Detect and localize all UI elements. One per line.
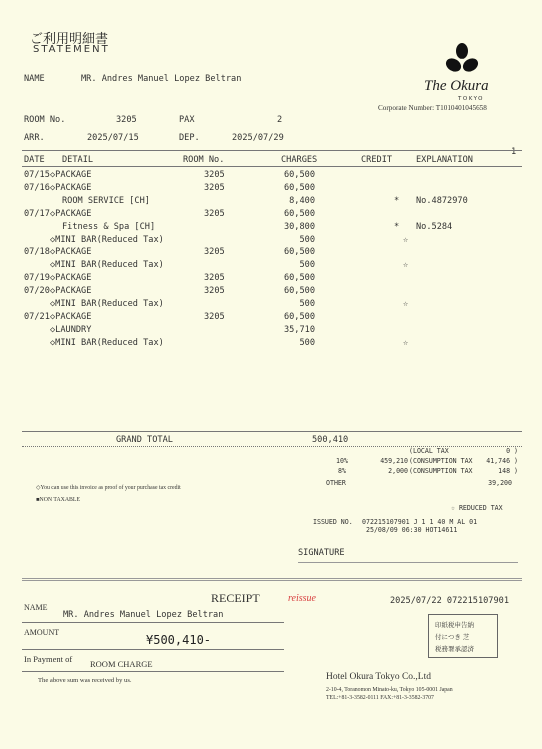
row-detail: ROOM SERVICE [CH]	[62, 195, 150, 206]
table-row	[0, 286, 542, 298]
arrival-label: ARR.	[24, 133, 45, 143]
row-charges: 60,500	[283, 170, 315, 180]
row-date: 07/16	[24, 182, 50, 193]
local-tax-value: 0 )	[506, 447, 518, 455]
row-date: 07/20	[24, 286, 50, 297]
table-row	[0, 260, 542, 272]
departure-date: 2025/07/29	[232, 133, 284, 143]
revenue-stamp-box	[428, 614, 498, 658]
row-detail: ◇PACKAGE	[50, 286, 92, 297]
table-row	[0, 183, 542, 195]
title-en: STATEMENT	[33, 44, 110, 55]
col-credit: CREDIT	[361, 155, 393, 165]
reissue-handwritten: reissue	[288, 593, 316, 604]
row-charges: 60,500	[283, 311, 315, 322]
col-date: DATE	[24, 155, 45, 165]
row-charges: 60,500	[283, 273, 315, 284]
room-label: ROOM No.	[24, 115, 66, 125]
row-room: 3205	[204, 208, 225, 219]
issued-line-2: 25/08/09 06:30 HOT14611	[366, 526, 458, 534]
row-room: 3205	[204, 286, 225, 297]
table-row	[0, 196, 542, 208]
payment-for: ROOM CHARGE	[90, 659, 153, 669]
tax10-value: 41,746 )	[486, 457, 518, 465]
tax8-label: (CONSUMPTION TAX	[409, 467, 473, 475]
corporate-number: Corporate Number: T1010401045658	[378, 104, 487, 112]
row-charges: 500	[299, 234, 315, 245]
stamp-line-1: 印紙税申告納	[435, 621, 474, 629]
room-value: 3205	[116, 115, 137, 125]
hotel-logo-city: TOKYO	[458, 96, 484, 102]
row-detail: Fitness & Spa [CH]	[62, 221, 156, 232]
row-detail: ◇MINI BAR(Reduced Tax)	[50, 260, 164, 271]
row-charges: 35,710	[283, 324, 315, 335]
tax10-rate: 10%	[336, 457, 348, 465]
row-detail: ◇LAUNDRY	[50, 324, 92, 335]
tax8-rate: 8%	[338, 467, 346, 475]
table-row	[0, 222, 542, 234]
row-charges: 60,500	[283, 182, 315, 193]
hotel-logo-name: The Okura	[424, 78, 489, 94]
amount-label: AMOUNT	[24, 628, 60, 637]
table-row	[0, 235, 542, 247]
row-date: 07/19	[24, 273, 50, 284]
row-detail: ◇MINI BAR(Reduced Tax)	[50, 299, 164, 309]
table-row	[0, 273, 542, 285]
row-detail: ◇MINI BAR(Reduced Tax)	[50, 234, 164, 245]
row-detail: ◇MINI BAR(Reduced Tax)	[50, 337, 164, 348]
receipt-name: MR. Andres Manuel Lopez Beltran	[63, 610, 224, 620]
row-mark: ☆	[403, 260, 409, 271]
row-date: 07/17	[24, 208, 50, 219]
other-label: OTHER	[326, 479, 346, 487]
table-row	[0, 209, 542, 221]
receipt-date-number: 2025/07/22 072215107901	[390, 596, 509, 606]
row-charges: 30,800	[283, 221, 315, 232]
table-row	[0, 325, 542, 337]
col-detail: DETAIL	[62, 155, 94, 165]
row-room: 3205	[204, 170, 225, 180]
table-row	[0, 338, 542, 350]
row-detail: ◇PACKAGE	[50, 208, 92, 219]
stamp-line-2: 付につき 芝	[435, 633, 470, 641]
received-note: The above sum was received by us.	[38, 677, 132, 684]
row-explanation: No.5284	[416, 221, 453, 232]
row-charges: 60,500	[283, 208, 315, 219]
tax8-value: 148 )	[498, 467, 518, 475]
row-charges: 60,500	[283, 286, 315, 297]
signature-label: SIGNATURE	[298, 548, 345, 558]
grand-total-value: 500,410	[312, 435, 349, 445]
pax-label: PAX	[179, 115, 195, 125]
issued-line-1: 072215107901 J 1 1 40 M AL 01	[362, 518, 478, 526]
tax10-base: 459,210	[380, 457, 408, 465]
arrival-date: 2025/07/15	[87, 133, 139, 143]
invoice-note: ◇You can use this invoice as proof of your purchase tax credit	[36, 485, 181, 491]
row-detail: ◇PACKAGE	[50, 170, 92, 180]
tax8-base: 2,000	[388, 467, 408, 475]
row-charges: 500	[299, 260, 315, 271]
row-room: 3205	[204, 247, 225, 258]
reduced-tax-note: ☆ REDUCED TAX	[451, 504, 503, 512]
hotel-footer-name: Hotel Okura Tokyo Co.,Ltd	[326, 672, 431, 682]
name-label: NAME	[24, 74, 45, 84]
table-row	[0, 312, 542, 324]
tax10-label: (CONSUMPTION TAX	[409, 457, 473, 465]
guest-name: MR. Andres Manuel Lopez Beltran	[81, 74, 242, 84]
grand-total-label: GRAND TOTAL	[116, 435, 173, 445]
table-row	[0, 247, 542, 259]
row-detail: ◇PACKAGE	[50, 182, 92, 193]
row-charges: 8,400	[289, 195, 315, 206]
table-row	[0, 170, 542, 182]
row-detail: ◇PACKAGE	[50, 247, 92, 258]
local-tax-label: (LOCAL TAX	[409, 447, 449, 455]
hotel-footer-address: 2-10-4, Toranomon Minato-ku, Tokyo 105-0001 Japan	[326, 687, 453, 693]
departure-label: DEP.	[179, 133, 200, 143]
row-mark: ☆	[403, 234, 409, 245]
non-taxable-note: ■NON TAXABLE	[36, 497, 80, 503]
row-charges: 500	[299, 337, 315, 348]
row-mark: ☆	[403, 337, 409, 348]
row-detail: ◇PACKAGE	[50, 273, 92, 284]
page-number: 1	[511, 147, 517, 157]
row-charges: 60,500	[283, 247, 315, 258]
row-date: 07/21	[24, 311, 50, 322]
issued-label: ISSUED NO.	[313, 518, 353, 526]
row-mark: ☆	[403, 299, 409, 309]
row-mark: *	[394, 195, 400, 206]
title-jp: ご利用明細書	[30, 32, 109, 47]
col-room: ROOM No.	[183, 155, 225, 165]
receipt-name-label: NAME	[24, 603, 48, 612]
row-charges: 500	[299, 299, 315, 309]
amount-value: ¥500,410-	[146, 633, 212, 647]
row-date: 07/18	[24, 247, 50, 258]
receipt-title: RECEIPT	[211, 591, 260, 605]
row-room: 3205	[204, 273, 225, 284]
stamp-line-3: 税務署承認済	[435, 645, 474, 653]
row-room: 3205	[204, 311, 225, 322]
other-value: 39,200	[488, 479, 512, 487]
pax-value: 2	[277, 115, 283, 125]
col-explanation: EXPLANATION	[416, 155, 473, 165]
payment-label: In Payment of	[24, 654, 73, 664]
hotel-footer-tel: TEL:+81-3-3582-0111 FAX:+81-3-3582-3707	[326, 695, 434, 701]
row-explanation: No.4872970	[416, 195, 468, 206]
okura-logo-icon	[445, 42, 479, 76]
table-row	[0, 299, 542, 311]
row-room: 3205	[204, 182, 225, 193]
row-date: 07/15	[24, 170, 50, 180]
col-charges: CHARGES	[281, 155, 318, 165]
row-mark: *	[394, 221, 400, 232]
row-detail: ◇PACKAGE	[50, 311, 92, 322]
